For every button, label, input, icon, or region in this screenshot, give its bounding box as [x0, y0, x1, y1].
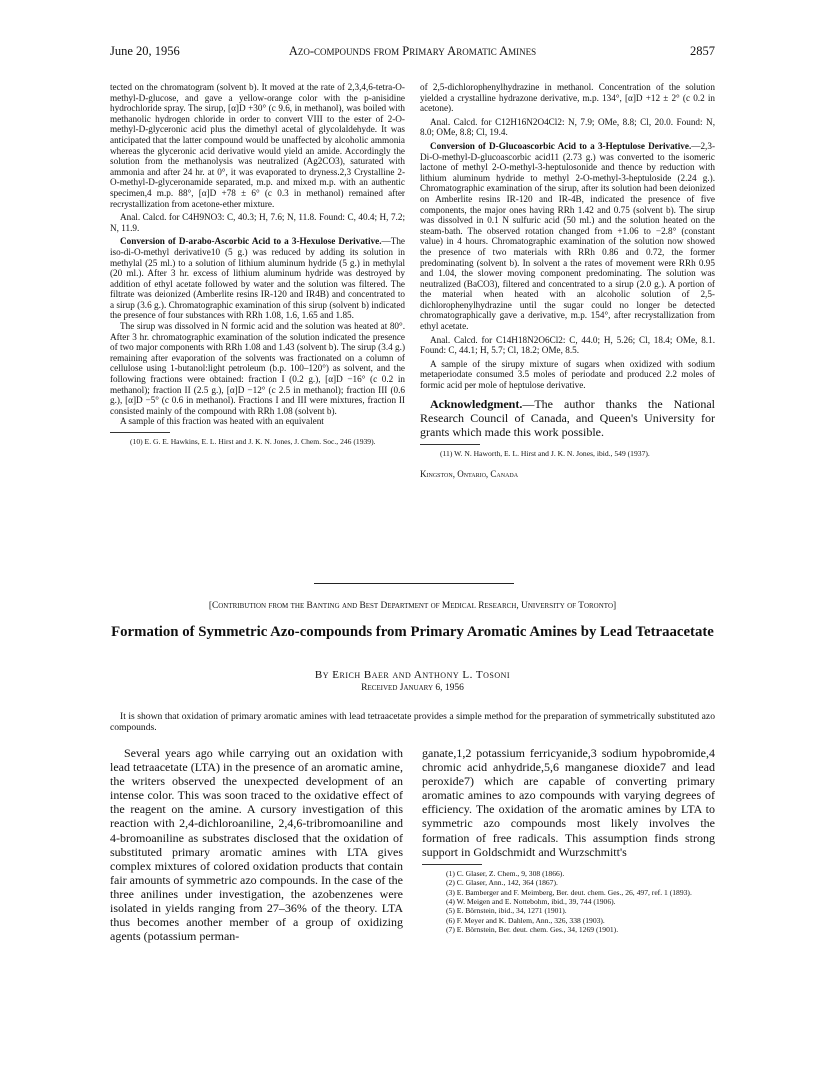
acknowledgment-text: —The author thanks the National Research Council of Canada, and Queen's University for grants which made this work possible. [420, 396, 715, 440]
header-running-title: Azo-compounds from Primary Aromatic Amines [288, 44, 537, 58]
left-paragraph-4: The sirup was dissolved in N formic acid and the solution was heated at 80°. After 3 hr. chromatographic examination of the solution indicated the presence of two major components with RRh 1.08 and 1.43 (solvent b). The sirup (3.4 g.) remaining after evaporation of the solvents was fractionated on a column of cellulose using 1-butanol:light petroleum (b.p. 100–120°) as solvent, and the following fractions were obtained: fraction I (0.2 g.), [α]D −16° (c 0.2 in methanol); fraction II (2.5 g.), [α]D −12° (c 2.5 in methanol); fraction III (0.6 g.), [α]D −5° (c 0.6 in methanol). Fractions I and III were mixtures, fraction II consisted mainly of the compound with RRh 1.08 (solvent b). [110, 321, 405, 416]
acknowledgment-heading: Acknowledgment. [430, 396, 523, 411]
right-column [420, 82, 715, 479]
footnote-item: (4) W. Meigen and E. Nottebohm, ibid., 39, 744 (1906). [446, 896, 616, 906]
body-right-column [422, 746, 715, 935]
left-paragraph-1: tected on the chromatogram (solvent b). It moved at the rate of 2,3,4,6-tetra-O-methyl-D-glucose, and gave a yellow-orange color with the p-anisidine hydrochloride spray. The sirup, [α]D +30° (c 9.6, in methanol), was boiled with methanolic hydrogen chloride in order to convert VIII to the ester of 2-O-methyl-D-glyceronic acid plus the dimethyl acetal of glycolaldehyde. It was anticipated that the latter compound would be unaffected by alcoholic ammonia whereas the glyceronic acid derivative would yield an amide. Accordingly the solution from the methanolysis was neutralized (Ag2CO3), saturated with ammonia and after 24 hr. at 0°, it was evaporated to dryness.2,3 Crystalline 2-O-methyl-D-glyceronamide separated, m.p. and mixed m.p. with an authentic specimen,4 m.p. 88°, [α]D +78 ± 6° (c 0.3 in methanol) remained after recrystallization from acetone-ether mixture. [110, 82, 405, 209]
body-paragraph-right: ganate,1,2 potassium ferricyanide,3 sodium hypobromide,4 chromic acid anhydride,5,6 manganese dioxide7 and lead peroxide7) which are capable of converting primary aromatic amines to azo compounds with varying degrees of efficiency. The oxidation of the aromatic amines by LTA to symmetric azo compounds most likely involves the formation of free radicals. This assumption finds strong support in Goldschmidt and Wurzschmitt's [422, 746, 715, 859]
footnote-item: (3) E. Bamberger and F. Meimberg, Ber. deut. chem. Ges., 26, 497, ref. 1 (1893). [446, 887, 692, 897]
header-page-number: 2857 [690, 44, 715, 58]
footnote-item: (6) F. Meyer and K. Dahlem, Ann., 326, 338 (1903). [446, 915, 605, 925]
header-date: June 20, 1956 [110, 44, 180, 58]
right-section-text: —2,3-Di-O-methyl-D-glucoascorbic acid11 (2.73 g.) was converted to the isomeric lactone of methyl 2-O-methyl-3-heptulosonide and thence by reduction with lithium aluminum hydride to methyl 2-O-methyl-3-heptuloside (2.24 g.). Chromatographic examination of the sirup, after its solution had been deionized on Amberlite resins IR-120 and IR-4B, indicated the presence of five components, the major ones having RRh 1.42 and 0.75 (solvent b). The sirup was dissolved in 0.1 N sulfuric acid (50 ml.) and the solution heated on the steam-bath. The observed rotation changed from +1.06 to −2.8° (constant value) in 4 hours. Chromatographic examination of the solution now showed the presence of two materials with RRh 0.86 and 0.72, the former predominating (solvent b). In solvent a the rates of movement were RRh 0.95 and 1.04, the slower moving component predominating. The solution was neutralized (BaCO3), filtered and concentrated to a sirup (2.0 g.). A portion of the material when heated with an alcoholic solution of 2,5-dichlorophenylhydrazine until the sugar could no longer be detected chromatographically gave a derivative, m.p. 154°, after recrystallization from ethyl acetate. [420, 140, 715, 332]
footnote-rule [422, 864, 482, 865]
left-section-3-hexulose [110, 236, 405, 321]
footnote-list [422, 869, 715, 935]
page-header [110, 44, 715, 62]
footnote-rule [420, 444, 480, 445]
right-section-heading: Conversion of D-Glucoascorbic Acid to a 3-Heptulose Derivative. [430, 140, 692, 151]
left-analysis-1: Anal. Calcd. for C4H9NO3: C, 40.3; H, 7.6; N, 11.8. Found: C, 40.4; H, 7.2; N, 11.9. [110, 212, 405, 233]
footnote-item: (5) E. Börnstein, ibid., 34, 1271 (1901). [446, 906, 567, 916]
body-left-column [110, 746, 403, 943]
right-footnote: (11) W. N. Haworth, E. L. Hirst and J. K. N. Jones, ibid., 549 (1937). [440, 449, 650, 459]
footnote-item: (2) C. Glaser, Ann., 142, 364 (1867). [446, 878, 558, 888]
article-divider [314, 583, 514, 584]
body-paragraph-left: Several years ago while carrying out an oxidation with lead tetraacetate (LTA) in the presence of an aromatic amine, the writers observed the unexpected development of an intense color. This was soon traced to the oxidative effect of the reagent on the amine. A cursory investigation of this reaction with 2,4-dichloroaniline, 2,4,6-tribromoaniline and 4-bromoaniline as substrates disclosed that the oxidation of substituted primary aromatic amines with LTA gives complex mixtures of colored oxidation products that contain fair amounts of symmetric azo compounds. In the case of the three anilines under investigation, the azobenzenes were isolated in yields ranging from 27–36% of the theory. LTA thus becomes another member of a group of oxidizing agents (potassium perman- [110, 746, 403, 944]
left-footnote: (10) E. G. E. Hawkins, E. L. Hirst and J. K. N. Jones, J. Chem. Soc., 246 (1939). [130, 437, 376, 446]
left-column [110, 82, 405, 446]
right-paragraph-1: of 2,5-dichlorophenylhydrazine in methanol. Concentration of the solution yielded a crystalline hydrazone derivative, m.p. 134°, [α]D +12 ± 2° (c 0.2 in acetone). [420, 82, 715, 114]
footnote-item: (1) C. Glaser, Z. Chem., 9, 308 (1866). [446, 868, 565, 878]
left-section-heading: Conversion of D-arabo-Ascorbic Acid to a 3-Hexulose Derivative. [120, 236, 382, 247]
author-location: Kingston, Ontario, Canada [420, 468, 519, 479]
left-paragraph-5: A sample of this fraction was heated with an equivalent [120, 416, 324, 427]
right-analysis-2: Anal. Calcd. for C14H18N2O6Cl2: C, 44.0; H, 5.26; Cl, 18.4; OMe, 8.1. Found: C, 44.1; H, 5.7; Cl, 18.2; OMe, 8.5. [420, 334, 715, 356]
abstract: It is shown that oxidation of primary aromatic amines with lead tetraacetate provides a simple method for the preparation of symmetrically substituted azo compounds. [110, 711, 715, 734]
footnote-rule [110, 432, 170, 433]
received-date: Received January 6, 1956 [361, 683, 464, 693]
left-section-text: —The iso-di-O-methyl derivative10 (5 g.) was reduced by adding its solution in methylal (25 ml.) to a solution of lithium aluminum hydride (5 g.) in methylal (20 ml.). After 3 hr. excess of lithium aluminum hydride was destroyed by addition of ethyl acetate followed by water and the solution was filtered. The filtrate was deionized (Amberlite resins IR-120 and IR4B) and concentrated to a sirup (3.6 g.). Chromatographic examination of this sirup (solvent b) indicated the presence of four substances with RRh 1.08, 1.6, 1.65 and 1.85. [110, 236, 405, 321]
contribution-line: [Contribution from the Banting and Best Department of Medical Research, University of Toronto] [208, 601, 617, 611]
right-section-3-heptulose [420, 141, 715, 332]
acknowledgment [420, 397, 715, 440]
right-analysis-1: Anal. Calcd. for C12H16N2O4Cl2: N, 7.9; OMe, 8.8; Cl, 20.0. Found: N, 8.0; OMe, 8.8; Cl, 19.4. [420, 116, 715, 138]
footnote-item: (7) E. Börnstein, Ber. deut. chem. Ges., 34, 1269 (1901). [446, 925, 619, 935]
article-title: Formation of Symmetric Azo-compounds from Primary Aromatic Amines by Lead Tetraacetate [111, 624, 714, 640]
article-authors: By Erich Baer and Anthony L. Tosoni [314, 669, 511, 681]
right-paragraph-5: A sample of the sirupy mixture of sugars when oxidized with sodium metaperiodate consumed 3.5 moles of periodate and produced 2.2 moles of formic acid per mole of heptulose derivative. [420, 358, 715, 391]
